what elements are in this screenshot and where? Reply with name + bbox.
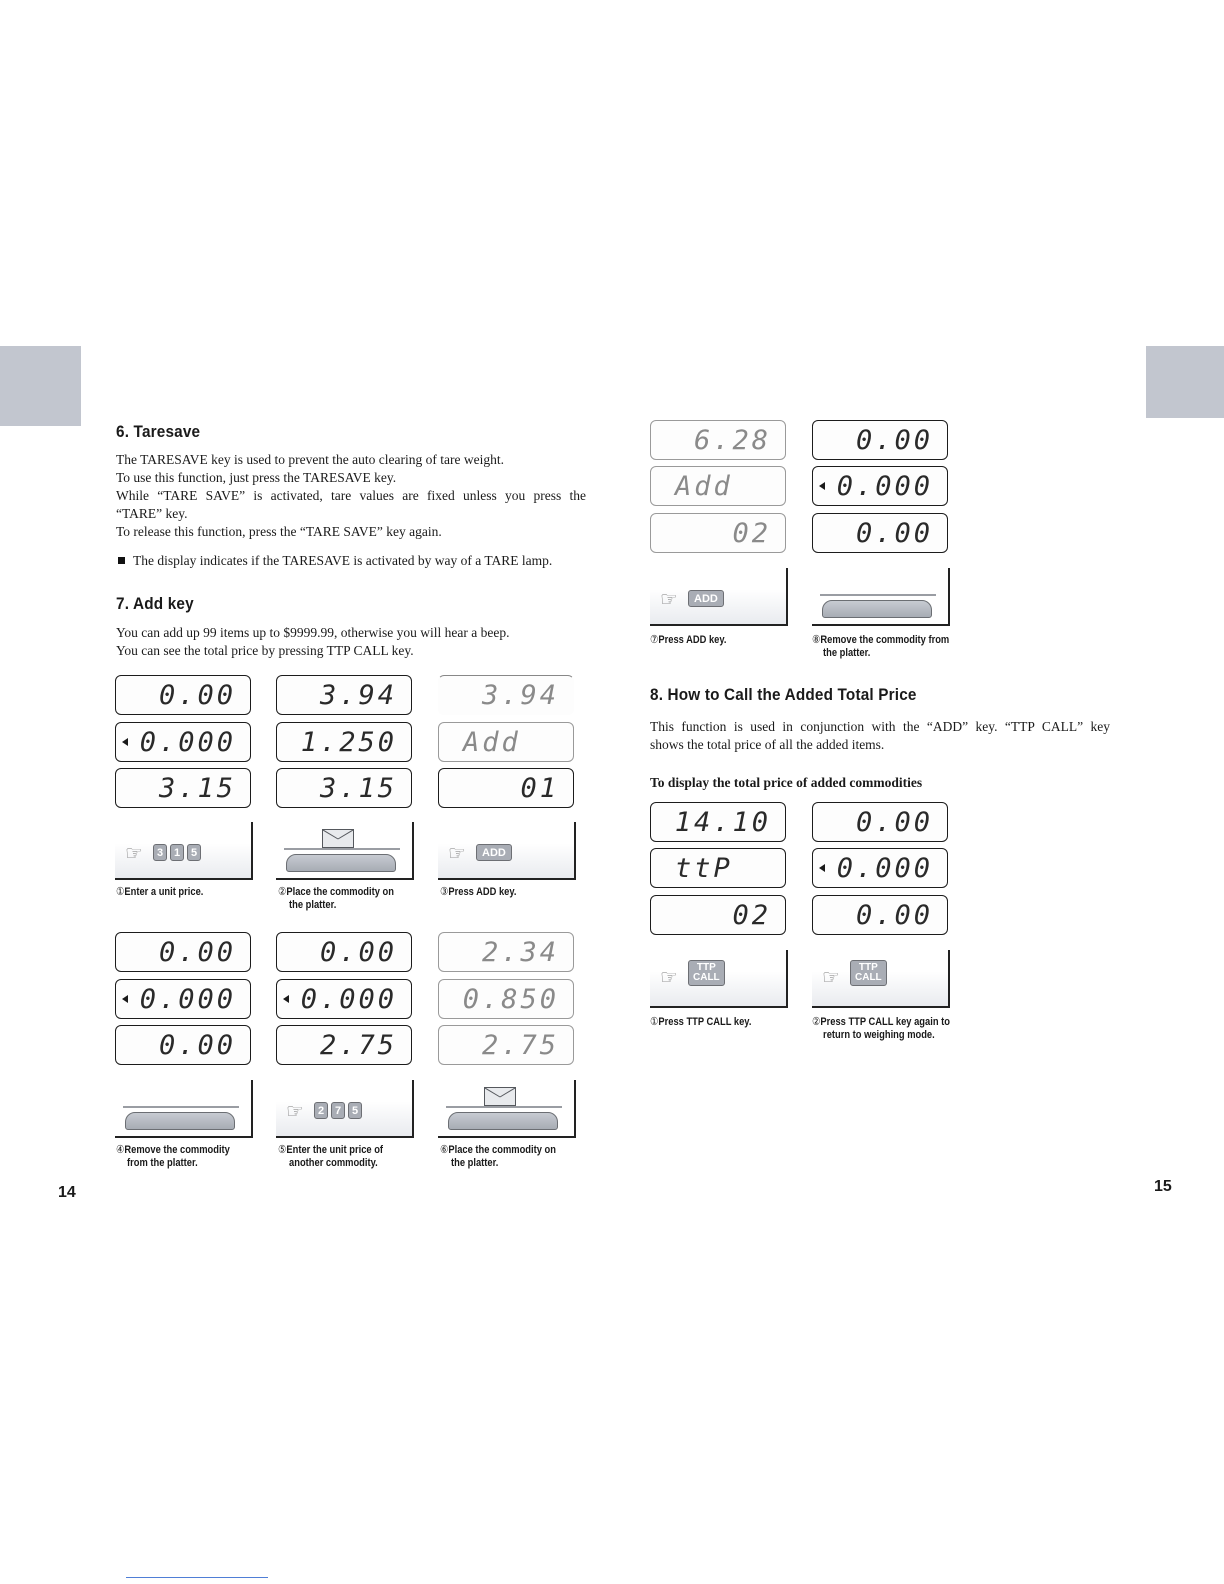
scale-platter-panel bbox=[115, 1080, 253, 1138]
section-8-subhead: To display the total price of added commodities bbox=[650, 775, 923, 790]
key-press-panel bbox=[650, 950, 788, 1008]
key-press-panel bbox=[438, 822, 576, 880]
keys-group bbox=[314, 1102, 362, 1119]
price-display: 2.34 bbox=[438, 932, 574, 972]
bullet-square-icon bbox=[118, 557, 125, 564]
scale-platter-icon bbox=[286, 854, 396, 872]
package-icon bbox=[484, 1087, 516, 1106]
package-icon bbox=[322, 829, 354, 848]
zero-indicator-icon bbox=[122, 995, 128, 1003]
section-7-title: 7. Add key bbox=[116, 594, 194, 613]
unit-price-display: 3.15 bbox=[276, 768, 412, 808]
unit-price-display: 0.00 bbox=[115, 1025, 251, 1065]
price-display: 6.28 bbox=[650, 420, 786, 460]
price-display: 0.00 bbox=[115, 932, 251, 972]
page-number-right: 15 bbox=[1154, 1178, 1172, 1195]
weight-display bbox=[812, 848, 948, 888]
pointing-hand-icon: ☞ bbox=[125, 841, 143, 865]
step-caption: ②Place the commodity on the platter. bbox=[278, 886, 394, 911]
scale-platter-panel bbox=[276, 822, 414, 880]
text-line: You can see the total price by pressing TTP CALL key. bbox=[116, 643, 414, 658]
key-3[interactable]: 3 bbox=[153, 844, 167, 861]
scale-platter-panel bbox=[438, 1080, 576, 1138]
text-line: While “TARE SAVE” is activated, tare values are fixed unless you press the bbox=[116, 488, 586, 503]
step-caption: ⑤Enter the unit price of another commodity. bbox=[278, 1144, 384, 1169]
bullet-text: The display indicates if the TARESAVE is activated by way of a TARE lamp. bbox=[133, 553, 553, 568]
keys-group bbox=[476, 844, 512, 861]
status-display: ttP bbox=[650, 848, 786, 888]
taresave-bullet bbox=[118, 552, 552, 570]
text-line: This function is used in conjunction with the “ADD” key. “TTP CALL” key bbox=[650, 719, 1110, 734]
page-tab-right bbox=[1146, 346, 1224, 418]
count-display: 02 bbox=[650, 513, 786, 553]
section-7-body bbox=[116, 624, 586, 660]
underline-link-mark bbox=[126, 1577, 268, 1578]
weight-value: 0.000 bbox=[300, 983, 397, 1015]
add-key[interactable]: ADD bbox=[688, 590, 724, 607]
weight-display bbox=[115, 979, 251, 1019]
weight-value: 0.000 bbox=[836, 470, 933, 502]
price-display: 0.00 bbox=[115, 675, 251, 715]
total-price-display: 14.10 bbox=[650, 802, 786, 842]
keys-group bbox=[688, 960, 725, 986]
pointing-hand-icon: ☞ bbox=[448, 841, 466, 865]
text-line: shows the total price of all the added items. bbox=[650, 737, 885, 752]
zero-indicator-icon bbox=[819, 864, 825, 872]
add-key[interactable]: ADD bbox=[476, 844, 512, 861]
step-caption: ③Press ADD key. bbox=[440, 886, 517, 898]
key-label-bottom: CALL bbox=[855, 972, 882, 983]
weight-display bbox=[276, 979, 412, 1019]
ttp-call-key[interactable] bbox=[850, 960, 887, 986]
unit-price-display: 3.15 bbox=[115, 768, 251, 808]
step-caption: ⑧Remove the commodity from the platter. bbox=[812, 634, 950, 659]
status-display: Add bbox=[438, 722, 574, 762]
pointing-hand-icon: ☞ bbox=[660, 965, 678, 989]
text-line: The TARESAVE key is used to prevent the auto clearing of tare weight. bbox=[116, 452, 504, 467]
price-display: 0.00 bbox=[812, 420, 948, 460]
key-press-panel bbox=[812, 950, 950, 1008]
status-display: Add bbox=[650, 466, 786, 506]
platter-edge bbox=[820, 594, 936, 596]
zero-indicator-icon bbox=[819, 482, 825, 490]
weight-display bbox=[812, 466, 948, 506]
key-press-panel bbox=[650, 568, 788, 626]
keys-group bbox=[688, 590, 724, 607]
platter-edge bbox=[446, 1106, 562, 1108]
unit-price-display: 0.00 bbox=[812, 513, 948, 553]
platter-edge bbox=[284, 848, 400, 850]
unit-price-display: 0.00 bbox=[812, 895, 948, 935]
weight-display: 1.250 bbox=[276, 722, 412, 762]
key-7[interactable]: 7 bbox=[331, 1102, 345, 1119]
weight-value: 0.000 bbox=[139, 726, 236, 758]
page-number-left: 14 bbox=[58, 1184, 76, 1201]
key-label-bottom: CALL bbox=[693, 972, 720, 983]
text-line: To release this function, press the “TARE SAVE” key again. bbox=[116, 524, 442, 539]
text-line: “TARE” key. bbox=[116, 506, 188, 521]
step-caption: ②Press TTP CALL key again to return to weighing mode. bbox=[812, 1016, 950, 1041]
platter-edge bbox=[123, 1106, 239, 1108]
count-display: 01 bbox=[438, 768, 574, 808]
zero-indicator-icon bbox=[283, 995, 289, 1003]
step-caption: ①Press TTP CALL key. bbox=[650, 1016, 752, 1028]
pointing-hand-icon: ☞ bbox=[286, 1099, 304, 1123]
key-5[interactable]: 5 bbox=[187, 844, 201, 861]
scale-platter-icon bbox=[822, 600, 932, 618]
key-5[interactable]: 5 bbox=[348, 1102, 362, 1119]
section-6-body bbox=[116, 451, 586, 541]
count-display: 02 bbox=[650, 895, 786, 935]
keys-group bbox=[850, 960, 887, 986]
step-caption: ①Enter a unit price. bbox=[116, 886, 204, 898]
text-line: To use this function, just press the TARESAVE key. bbox=[116, 470, 397, 485]
pointing-hand-icon: ☞ bbox=[660, 587, 678, 611]
step-caption: ⑥Place the commodity on the platter. bbox=[440, 1144, 556, 1169]
weight-value: 0.000 bbox=[139, 983, 236, 1015]
unit-price-display: 2.75 bbox=[438, 1025, 574, 1065]
price-display: 3.94 bbox=[438, 675, 574, 715]
section-6-title: 6. Taresave bbox=[116, 422, 201, 441]
weight-display bbox=[115, 722, 251, 762]
key-press-panel bbox=[115, 822, 253, 880]
keys-group bbox=[153, 844, 201, 861]
unit-price-display: 2.75 bbox=[276, 1025, 412, 1065]
pointing-hand-icon: ☞ bbox=[822, 965, 840, 989]
scale-platter-icon bbox=[125, 1112, 235, 1130]
key-label-top: TTP bbox=[696, 962, 716, 973]
weight-display: 0.850 bbox=[438, 979, 574, 1019]
page-tab-left bbox=[0, 346, 81, 426]
section-8-title: 8. How to Call the Added Total Price bbox=[650, 685, 917, 704]
key-2[interactable]: 2 bbox=[314, 1102, 328, 1119]
key-press-panel bbox=[276, 1080, 414, 1138]
scale-platter-panel bbox=[812, 568, 950, 626]
scale-platter-icon bbox=[448, 1112, 558, 1130]
ttp-call-key[interactable] bbox=[688, 960, 725, 986]
key-1[interactable]: 1 bbox=[170, 844, 184, 861]
text-line: You can add up 99 items up to $9999.99, otherwise you will hear a beep. bbox=[116, 625, 510, 640]
step-caption: ④Remove the commodity from the platter. bbox=[116, 1144, 230, 1169]
price-display: 0.00 bbox=[812, 802, 948, 842]
weight-value: 0.000 bbox=[836, 852, 933, 884]
section-8-body bbox=[650, 718, 1110, 754]
step-caption: ⑦Press ADD key. bbox=[650, 634, 727, 646]
price-display: 3.94 bbox=[276, 675, 412, 715]
key-label-top: TTP bbox=[858, 962, 878, 973]
price-display: 0.00 bbox=[276, 932, 412, 972]
zero-indicator-icon bbox=[122, 738, 128, 746]
